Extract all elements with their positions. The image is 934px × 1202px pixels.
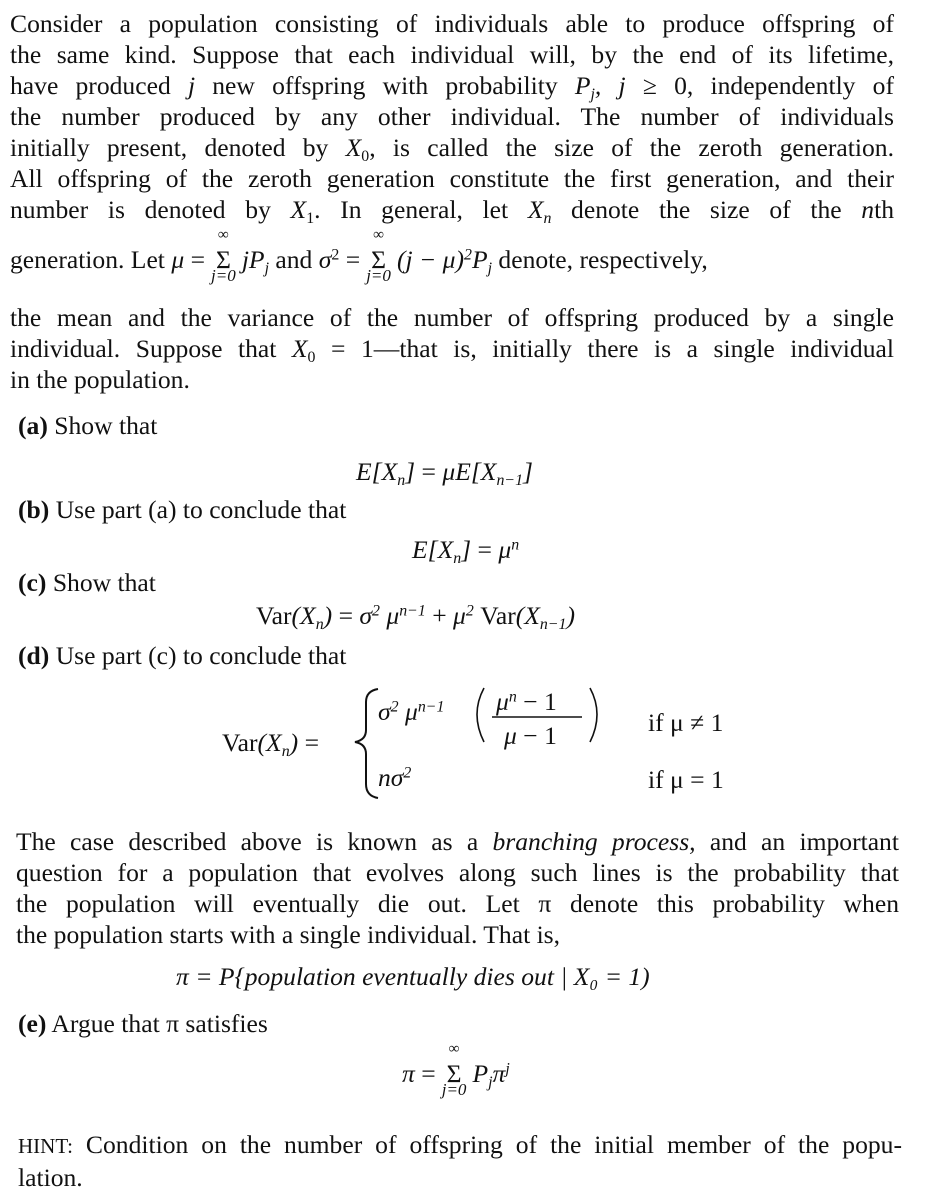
intro-line-10-end: that is, initially there is a single individual	[399, 334, 894, 363]
branching-process-term: branching process,	[492, 827, 696, 856]
hint-block	[18, 1129, 902, 1193]
sum-upper: ∞	[448, 1041, 460, 1057]
part-b-text: Use part (a) to conclude that	[55, 495, 347, 524]
intro-line-1: Consider a population consisting of individuals able to produce offspring of	[10, 9, 894, 38]
part-d-text: Use part (c) to conclude that	[55, 641, 347, 670]
part-e-text: Argue that π satisfies	[51, 1009, 268, 1038]
closing-line-4: the population starts with a single individual. That is,	[16, 920, 561, 949]
hint-label: HINT:	[18, 1134, 73, 1158]
intro-line-3: have produced j new offspring with probability $P_j$, j ≥ 0, independently of	[10, 71, 894, 104]
part-d-label: (d)	[18, 641, 50, 670]
equation-b: $E[X_n] = \mu^n$	[412, 535, 520, 568]
sigma-symbol: σ	[318, 245, 332, 274]
sum-pi	[441, 1041, 467, 1099]
intro-line-10-start: individual. Suppose that	[10, 334, 292, 363]
sum-lower: j=0	[366, 266, 391, 285]
sum-lower: j=0	[211, 266, 236, 285]
closing-line-2: question for a population that evolves along such lines is the probability that	[16, 858, 899, 887]
part-c-label: (c)	[18, 568, 47, 597]
intro-line-11: in the population.	[10, 365, 190, 394]
case-2-condition: if μ = 1	[648, 765, 724, 794]
intro-line-7: number is denoted by $X_1$. In general, let $X_n$ denote the size of the nth	[10, 195, 894, 228]
part-c-text: Show that	[52, 568, 156, 597]
part-b-label: (b)	[18, 495, 50, 524]
sum-sign: Σ	[371, 245, 386, 274]
case-1-condition: if μ ≠ 1	[648, 708, 724, 737]
intro-line-6: All offspring of the zeroth generation constitute the first generation, and their	[10, 164, 894, 193]
intro-line-3-start: have produced	[10, 71, 188, 100]
intro-line-7-mid: . In general, let	[314, 195, 528, 224]
intro-line-8-end: denote, respectively,	[498, 245, 708, 274]
intro-line-4: the number produced by any other individual. The number of individuals	[10, 102, 894, 131]
equation-e: π = ∞ Σ j=0 $P_j\pi^j$	[402, 1041, 510, 1099]
var-j: j	[187, 71, 196, 100]
part-a-text: Show that	[54, 411, 158, 440]
part-e-label: (e)	[18, 1009, 47, 1038]
sum-lower: j=0	[441, 1080, 467, 1099]
sum-upper: ∞	[373, 227, 384, 243]
intro-line-7-mid2: denote the size of the	[551, 195, 862, 224]
closing-line-3: the population will eventually die out. Let π denote this probability when	[16, 889, 899, 918]
closing-line-1	[16, 826, 899, 857]
geq-symbol: ≥	[642, 71, 657, 100]
case-1-numerator: $\mu^n - 1$	[496, 687, 557, 716]
mu-symbol: μ	[171, 245, 185, 274]
intro-line-8: generation. Let μ = ∞ Σ j=0 $jP_j$ and $\sigma^2$ = ∞ Σ j=0 $(j - \mu)^2P_j$ denote, respectively,	[10, 227, 708, 285]
intro-line-3-end: , independently of	[686, 71, 894, 100]
intro-line-5: initially present, denoted by $X_0$, is called the size of the zeroth generation.	[10, 133, 894, 166]
intro-line-5-end: , is called the size of the zeroth generation.	[369, 133, 894, 162]
intro-line-8-start: generation. Let	[10, 245, 172, 274]
case-1-denominator: μ − 1	[504, 721, 557, 750]
closing-line-1-end: and an important	[695, 827, 899, 856]
case-2-value: $n\sigma^2$	[378, 763, 412, 792]
equation-a: $E[X_n] = \mu E[X_{n-1}]$	[356, 457, 533, 490]
sum-sign: Σ	[446, 1059, 462, 1088]
case-1-coeff: $\sigma^2$ $\mu^{n-1}$	[378, 697, 445, 726]
hint-text-1: Condition on the number of offspring of the initial member of the popu-	[85, 1130, 902, 1159]
intro-line-9: the mean and the variance of the number of offspring produced by a single	[10, 303, 894, 332]
intro-line-3-mid: new offspring with probability	[195, 71, 575, 100]
and-word: and	[275, 245, 313, 274]
intro-line-7-start: number is denoted by	[10, 195, 291, 224]
hint-line-2: lation.	[18, 1163, 83, 1192]
sum-upper: ∞	[218, 227, 229, 243]
intro-line-10: individual. Suppose that $X_0$ = 1—that is, initially there is a single individual	[10, 334, 894, 367]
intro-line-7-end: th	[874, 195, 894, 224]
intro-line-2: the same kind. Suppose that each individual will, by the end of its lifetime,	[10, 40, 894, 69]
var-lhs: $Var(X_n)$ =	[222, 728, 319, 761]
sum-sign: Σ	[215, 245, 231, 274]
hint-line-1	[18, 1129, 902, 1162]
closing-line-1-start: The case described above is known as a	[16, 827, 493, 856]
part-a-label: (a)	[18, 411, 48, 440]
equation-c: $Var(X_n) = \sigma^2$ $\mu^{n-1} + \mu^2$ $Var(X_{n-1})$	[256, 601, 576, 634]
pi-definition: π = P{population eventually dies out | X₀ = 1)	[176, 962, 650, 991]
part-e	[18, 1008, 268, 1039]
intro-line-5-start: initially present, denoted by	[10, 133, 346, 162]
